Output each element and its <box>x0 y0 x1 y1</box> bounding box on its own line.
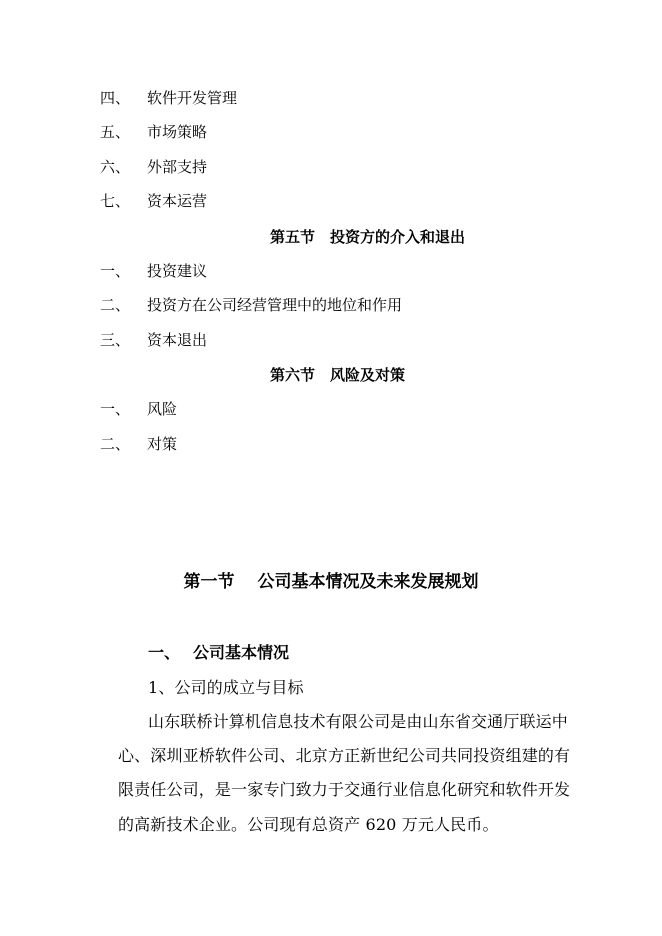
subsection-number: 一、 <box>148 643 181 662</box>
toc-item-number: 四、 <box>100 89 131 107</box>
toc-item-number: 二、 <box>100 296 131 314</box>
toc-item-label: 市场策略 <box>147 123 208 141</box>
toc-item-number: 六、 <box>100 158 131 176</box>
toc-item-label: 风险 <box>147 400 178 418</box>
toc-item-number: 一、 <box>100 262 131 280</box>
toc-item-label: 资本运营 <box>147 192 208 210</box>
section-heading-investor: 第五节 投资方的介入和退出 <box>270 228 466 246</box>
section-heading-risk: 第六节 风险及对策 <box>270 366 406 384</box>
chapter-heading: 第一节 公司基本情况及未来发展规划 <box>183 572 479 592</box>
paragraph-line: 山东联桥计算机信息技术有限公司是由山东省交通厅联运中 <box>148 712 568 731</box>
toc-item-number: 一、 <box>100 400 131 418</box>
toc-item-label: 外部支持 <box>147 158 208 176</box>
toc-item-label: 投资建议 <box>147 262 208 280</box>
toc-item-number: 七、 <box>100 192 131 210</box>
paragraph-line: 限责任公司，是一家专门致力于交通行业信息化研究和软件开发 <box>118 780 571 799</box>
subsection-title: 公司基本情况 <box>193 643 290 662</box>
toc-item-label: 对策 <box>147 435 178 453</box>
toc-item-label: 投资方在公司经营管理中的地位和作用 <box>147 296 403 314</box>
toc-item-number: 五、 <box>100 123 131 141</box>
paragraph-line: 的高新技术企业。公司现有总资产 620 万元人民币。 <box>118 815 499 834</box>
toc-item-number: 三、 <box>100 331 131 349</box>
toc-item-label: 软件开发管理 <box>147 89 238 107</box>
paragraph-line: 心、深圳亚桥软件公司、北京方正新世纪公司共同投资组建的有 <box>118 746 571 765</box>
toc-item-number: 二、 <box>100 435 131 453</box>
sub-item-heading: 1、公司的成立与目标 <box>148 678 304 697</box>
toc-item-label: 资本退出 <box>147 331 208 349</box>
